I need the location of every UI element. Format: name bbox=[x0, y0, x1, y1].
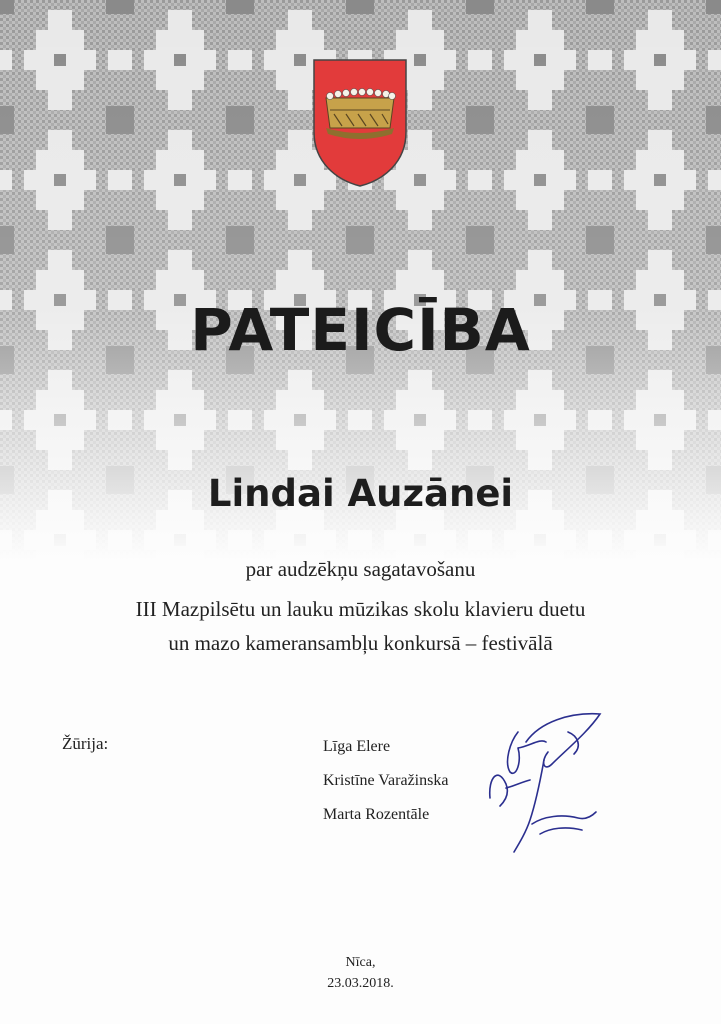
handwritten-signatures bbox=[470, 702, 620, 862]
jury-member: Marta Rozentāle bbox=[323, 806, 430, 823]
issue-place: Nīca, bbox=[345, 955, 376, 970]
reason-text: par audzēkņu sagatavošanu bbox=[245, 557, 476, 581]
issue-date: 23.03.2018. bbox=[327, 976, 394, 991]
jury-label: Žūrija: bbox=[62, 734, 109, 753]
jury-member: Kristīne Varažinska bbox=[323, 772, 449, 789]
event-line-1: III Mazpilsētu un lauku mūzikas skolu klavieru duetu bbox=[135, 597, 586, 621]
jury-member: Līga Elere bbox=[323, 738, 391, 755]
event-line-2: un mazo kameransambļu konkursā – festivālā bbox=[168, 631, 553, 655]
coat-of-arms bbox=[312, 58, 408, 188]
jury-list bbox=[323, 736, 448, 838]
recipient-name: Lindai Auzānei bbox=[207, 472, 514, 515]
certificate-title: PATEICĪBA bbox=[190, 296, 531, 364]
